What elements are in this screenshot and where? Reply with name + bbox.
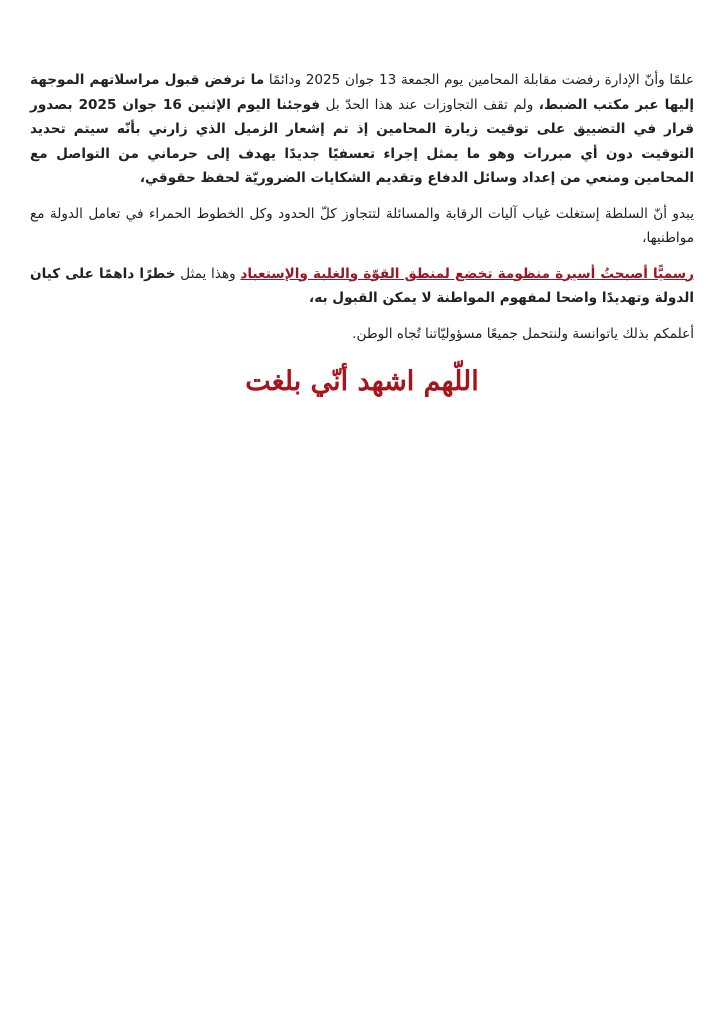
closing-invocation: اللّهم اشهد أنّي بلغت [245, 366, 479, 397]
paragraph-authority-overreach: يبدو أنّ السلطة إستغلت غياب آليات الرقابة والمسائلة لتتجاوز كلّ الحدود وكل الخطوط الحمراء في تعامل الدولة مع مواطنيها، [30, 205, 694, 246]
paragraph3-part3-bold: خطرًا داهمًا على كيان الدولة وتهديدًا واضحا لمفهوم المواطنة لا يمكن القبول به، [30, 265, 694, 306]
paragraph3-part2: وهذا يمثل [175, 265, 241, 282]
paragraph1-part2-bold: ما ترفض قبول مراسلاتهم الموجهة إليها عبر مكتب الضبط، [30, 72, 694, 113]
paragraph-call-to-tunisians: أعلمكم بذلك ياتوانسة ولنتحمل جميعًا مسؤوليّاتنا تُجاه الوطن. [352, 325, 694, 342]
paragraph-captive-statement [30, 262, 694, 311]
document-body [30, 68, 694, 357]
captive-highlight-text: رسميًّا أصبحتُ أسيرة منظومة تخضع لمنطق القوّة والغلبة والإستعباد [240, 265, 695, 282]
paragraph-prison-restrictions [30, 68, 694, 191]
paragraph1-part1: علمًا وأنّ الإدارة رفضت مقابلة المحامين يوم الجمعة 13 جوان 2025 ودائمًا [264, 72, 695, 88]
paragraph1-part3: ولم تقف التجاوزات عند هذا الحدّ بل [320, 96, 539, 113]
paragraph1-part4-bold: فوجئنا اليوم الإثنين 16 جوان 2025 بصدور قرار في التضييق على توقيت زيارة المحامين إذ تم إشعار الزميل الذي زارني بأنّه سيتم تحديد التوقيت دون أي مبررات وهو ما يمثل إجراء تعسفيًا جديدًا يهدف إلى حرماني من التواصل مع المحامين ومنعي من إعداد وسائل الدفاع وتقديم الشكايات الضروريّة لحفظ حقوقي، [30, 96, 694, 186]
